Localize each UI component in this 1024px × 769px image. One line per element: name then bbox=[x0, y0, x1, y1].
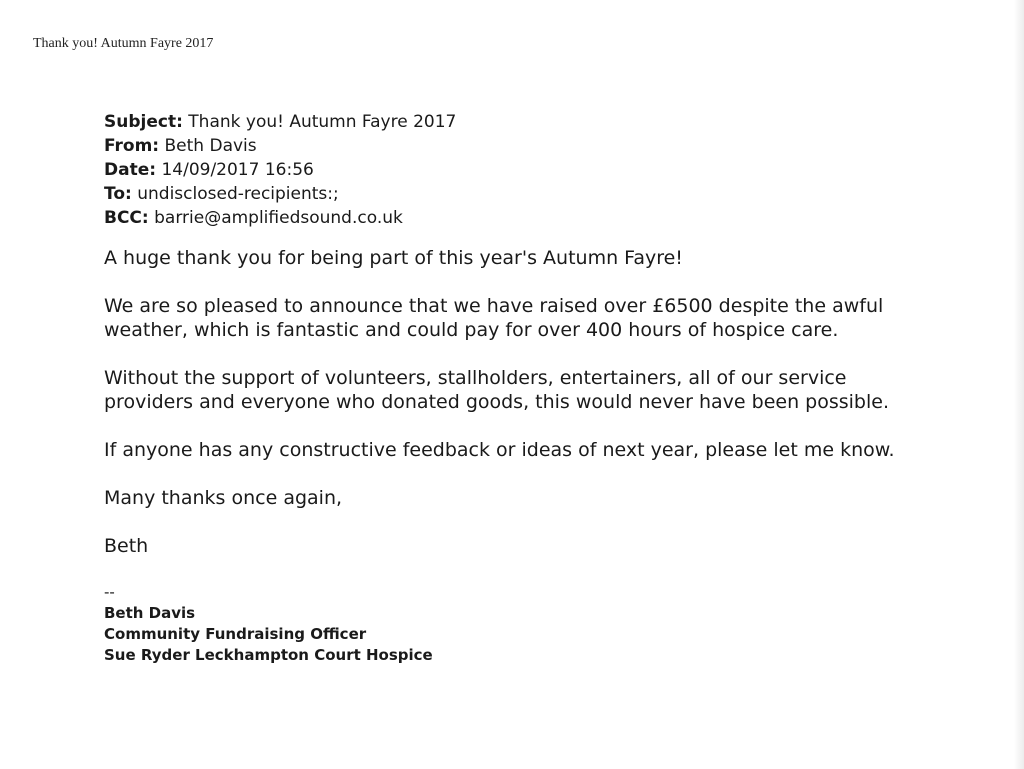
signature-title: Community Fundraising Officer bbox=[104, 625, 367, 643]
header-value: undisclosed-recipients:; bbox=[137, 184, 339, 204]
closing-line: Many thanks once again, bbox=[104, 487, 343, 509]
header-value: 14/09/2017 16:56 bbox=[161, 160, 314, 180]
print-header: Thank you! Autumn Fayre 2017 bbox=[33, 36, 214, 51]
header-label: From: bbox=[104, 136, 160, 156]
header-subject bbox=[104, 110, 964, 134]
email-headers bbox=[104, 110, 964, 230]
header-date bbox=[104, 158, 964, 182]
header-value: barrie@amplifiedsound.co.uk bbox=[154, 208, 403, 228]
header-value: Thank you! Autumn Fayre 2017 bbox=[188, 112, 457, 132]
signature-organization: Sue Ryder Leckhampton Court Hospice bbox=[104, 646, 433, 664]
header-bcc bbox=[104, 206, 964, 230]
header-from bbox=[104, 134, 964, 158]
body-paragraph: Without the support of volunteers, stallholders, entertainers, all of our service providers and everyone who donated goods, this would never have been possible. bbox=[104, 367, 889, 413]
email-body bbox=[104, 246, 964, 558]
body-paragraph: A huge thank you for being part of this year's Autumn Fayre! bbox=[104, 247, 683, 269]
body-paragraph: If anyone has any constructive feedback or ideas of next year, please let me know. bbox=[104, 439, 895, 461]
body-paragraph: We are so pleased to announce that we have raised over £6500 despite the awful weather, which is fantastic and could pay for over 400 hours of hospice care. bbox=[104, 295, 884, 341]
signature-separator: -- bbox=[104, 583, 115, 601]
signature-name: Beth Davis bbox=[104, 604, 196, 622]
sign-off-name: Beth bbox=[104, 535, 149, 557]
header-label: BCC: bbox=[104, 208, 149, 228]
header-to bbox=[104, 182, 964, 206]
page-edge bbox=[1014, 0, 1024, 769]
email-document bbox=[104, 110, 964, 666]
header-label: Date: bbox=[104, 160, 157, 180]
header-value: Beth Davis bbox=[164, 136, 257, 156]
header-label: Subject: bbox=[104, 112, 183, 132]
signature-block bbox=[104, 582, 964, 666]
header-label: To: bbox=[104, 184, 132, 204]
